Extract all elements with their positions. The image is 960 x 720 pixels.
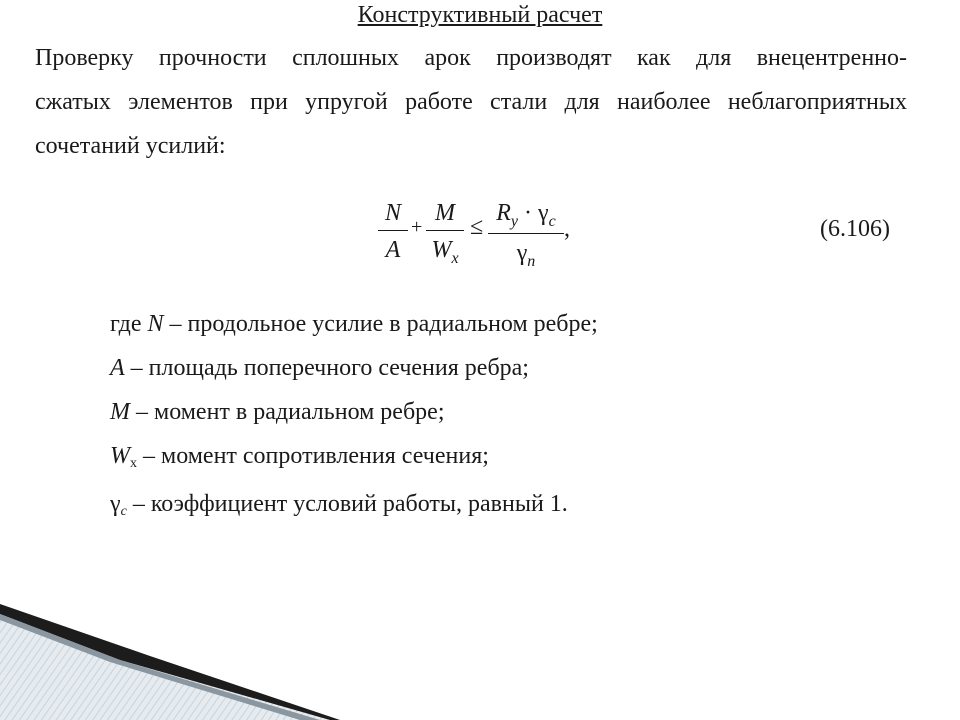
- definition-subscript: x: [130, 456, 137, 471]
- intro-paragraph: [35, 36, 907, 168]
- fraction-r-over-gamma: [488, 198, 564, 271]
- definition-symbol: W: [110, 443, 130, 469]
- r-symbol: R: [496, 200, 511, 226]
- w-symbol: W: [431, 237, 452, 263]
- paragraph-line-1: Проверку прочности сплошных арок производят как для внецентренно-: [35, 45, 907, 71]
- fraction-m-over-w: [426, 198, 464, 268]
- definition-symbol: M: [110, 399, 130, 425]
- w-subscript: x: [451, 250, 459, 267]
- definition-prefix: где: [110, 311, 148, 337]
- paragraph-line-3: сочетаний усилий:: [35, 133, 226, 159]
- denominator-a: A: [385, 237, 401, 263]
- le-sign: ≤: [470, 214, 484, 240]
- decorative-corner-swoosh: [0, 590, 340, 720]
- r-subscript: y: [510, 213, 519, 230]
- plus-sign: +: [411, 216, 423, 238]
- gamma-c-symbol: γ: [538, 200, 549, 226]
- equation-number: (6.106): [820, 216, 890, 242]
- denominator-w: [426, 231, 464, 268]
- paragraph-line-2: сжатых элементов при упругой работе стали для наиболее неблагоприятных: [35, 89, 907, 115]
- definitions-list: [110, 302, 810, 530]
- definition-text: – коэффициент условий работы, равный 1.: [126, 491, 568, 517]
- gamma-n-symbol: γ: [516, 240, 528, 266]
- definition-item: [110, 302, 810, 346]
- definition-symbol: A: [110, 355, 125, 381]
- definition-text: – площадь поперечного сечения ребра;: [124, 355, 529, 381]
- definition-text: – момент сопротивления сечения;: [137, 443, 489, 469]
- definition-symbol: γ: [110, 491, 121, 517]
- numerator-r-gamma: [488, 198, 564, 234]
- numerator-n: N: [378, 198, 408, 231]
- page-title: Конструктивный расчет: [357, 2, 603, 28]
- definition-symbol: N: [147, 311, 164, 337]
- definition-subscript: c: [120, 504, 127, 519]
- definition-text: – продольное усилие в радиальном ребре;: [163, 311, 598, 337]
- numerator-m: M: [426, 198, 464, 231]
- definition-text: – момент в радиальном ребре;: [130, 399, 445, 425]
- dot-operator: ·: [518, 200, 539, 226]
- definition-item: [110, 482, 810, 530]
- denominator-gamma-n: [488, 234, 564, 271]
- gamma-c-subscript: c: [548, 213, 556, 230]
- definition-item: [110, 434, 810, 482]
- gamma-n-subscript: n: [527, 253, 536, 270]
- definition-item: [110, 390, 810, 434]
- definition-item: [110, 346, 810, 390]
- strength-formula: [378, 190, 578, 272]
- fraction-n-over-a: [378, 198, 408, 265]
- formula-comma: ,: [564, 216, 570, 242]
